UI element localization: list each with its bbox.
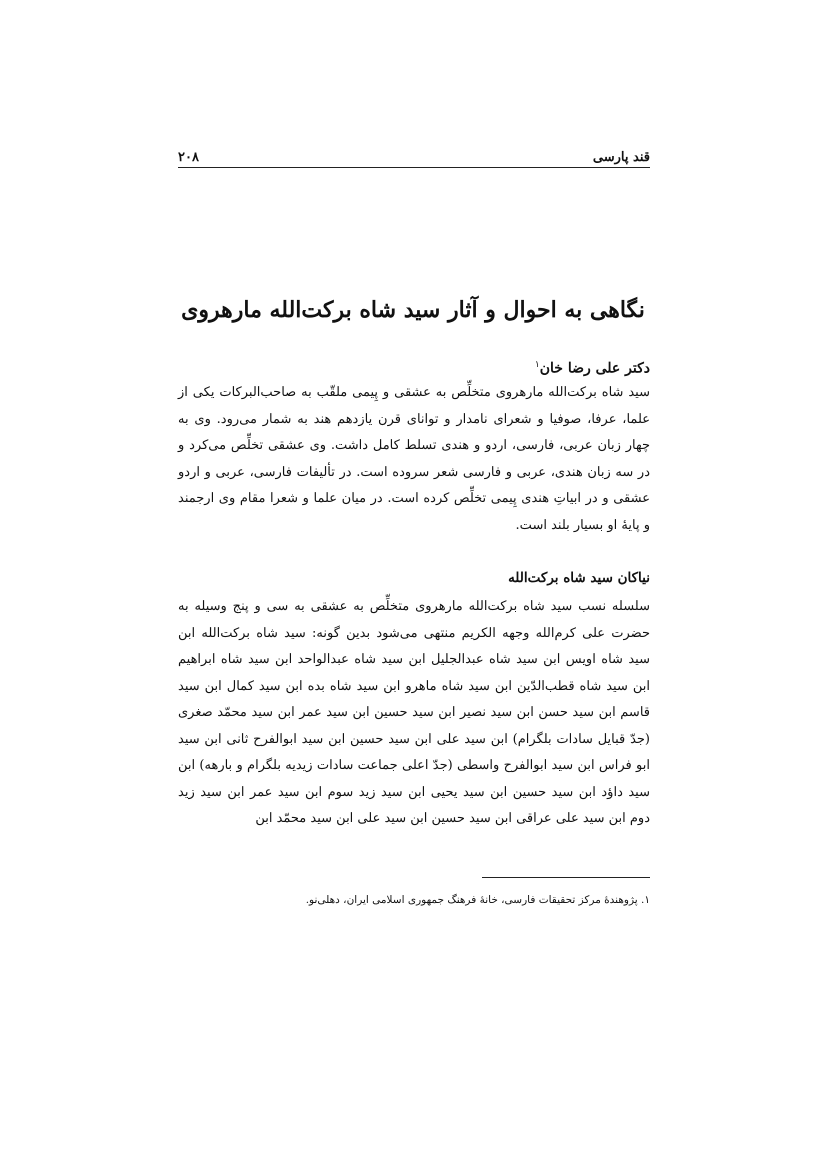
section-heading: نیاکان سید شاه برکت‌الله xyxy=(508,570,650,586)
lineage-paragraph: سلسله نسب سید شاه برکت‌الله مارهروی متخلِّص به عشقی به سی و پنج وسیله به حضرت علی کرم‌الله وجهه الکریم منتهی می‌شود بدین گونه: سید شاه برکت‌الله ابن سید شاه اویس ابن سید شاه عبدالجلیل ابن سید شاه عبدالواحد ابن سید شاه ابراهیم ابن سید شاه قطب‌الدّین ابن سید شاه ماهرو ابن سید شاه بده ابن سید کمال ابن سید قاسم ابن سید حسن ابن سید نصیر ابن سید حسین ابن سید عمر ابن سید محمّد صغری (جدّ قبایل سادات بلگرام) ابن سید علی ابن سید حسین ابن سید ابوالفرح ثانی ابن سید ابو فراس ابن سید ابوالفرح واسطی (جدّ اعلی جماعت سادات زیدیه بلگرام و بارهه) ابن سید داؤد ابن سید حسین ابن سید یحیی ابن سید زید سوم ابن سید عمر ابن سید زید دوم ابن سید علی عراقی ابن سید حسین ابن سید علی ابن سید محمّد ابن xyxy=(178,599,650,826)
page-number: ۲۰۸ xyxy=(178,149,199,165)
header-rule xyxy=(178,167,650,168)
lineage-paragraph-block xyxy=(178,594,650,833)
running-head xyxy=(178,146,650,168)
footnote: ۱. پژوهندهٔ مرکز تحقیقات فارسی، خانهٔ فرهنگ جمهوری اسلامی ایران، دهلی‌نو. xyxy=(305,894,650,906)
author-line xyxy=(178,353,650,381)
intro-paragraph: سید شاه برکت‌الله مارهروی متخلِّص به عشقی و پِیمی ملقّب به صاحب‌البرکات یکی از علما، عرفا، صوفیا و شعرای نامدار و توانای قرن یازدهم هند به شمار می‌رود. وی به چهار زبان عربی، فارسی، اردو و هندی تسلط کامل داشت. وی عشقی تخلِّص می‌کرد و در سه زبان هندی، عربی و فارسی شعر سروده است. در تألیفات فارسی، عربی و اردو عشقی و در ابیاتِ هندی پِیمی تخلِّص کرده است. در میان علما و شعرا مقام وی ارجمند و پایهٔ او بسیار بلند است. xyxy=(178,385,650,533)
journal-name: قند پارسی xyxy=(592,149,650,165)
article-title: نگاهی به احوال و آثار سید شاه برکت‌الله مارهروی xyxy=(181,297,645,323)
author-name: دکتر علی رضا خان xyxy=(539,360,650,377)
footnote-rule xyxy=(482,877,650,878)
intro-paragraph-block xyxy=(178,380,650,539)
author-footnote-marker: ۱ xyxy=(534,360,540,370)
